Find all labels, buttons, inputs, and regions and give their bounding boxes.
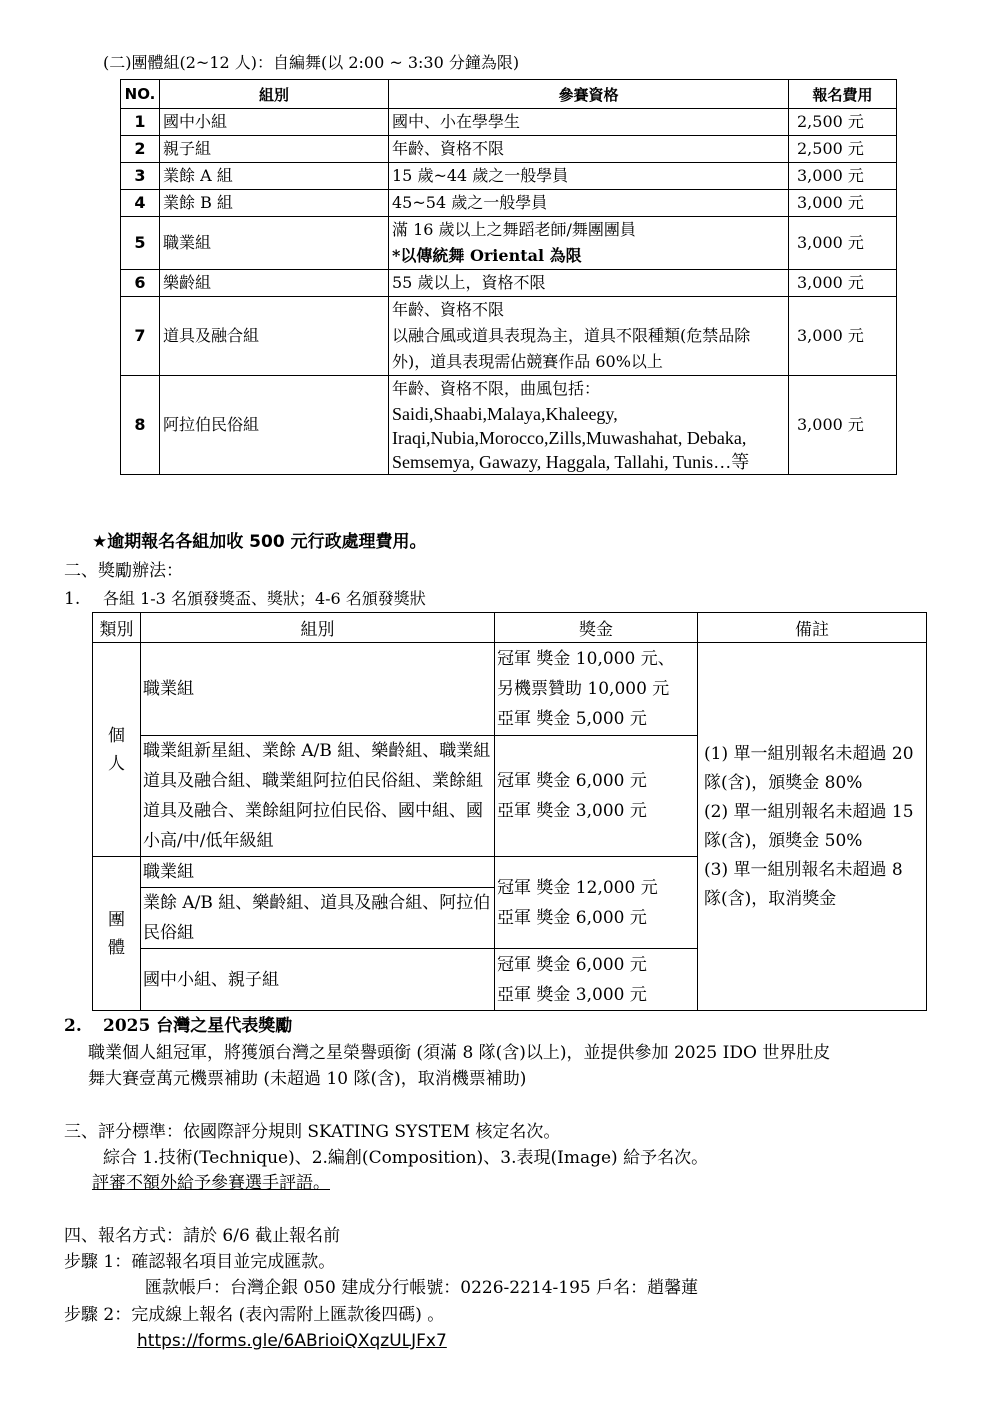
row-qualification (389, 217, 789, 270)
qualification-line: 以融合風或道具表現為主，道具不限種類(危禁品除外)，道具表現需佔競賽作品 60%以上 (392, 326, 751, 371)
row-fee: 3,000 元 (789, 376, 897, 475)
award-table (92, 612, 927, 1011)
row-fee: 3,000 元 (789, 297, 897, 376)
row-qualification: 45~54 歲之一般學員 (389, 190, 789, 217)
prize-line: 冠軍 獎金 6,000 元 (497, 771, 647, 791)
section-3-no-comments: 評審不額外給予參賽選手評語。 (92, 1173, 330, 1193)
row-group: 親子組 (160, 136, 389, 163)
award-note (698, 643, 927, 1011)
table-row (121, 217, 897, 270)
row-qualification (389, 376, 789, 475)
step-1: 步驟 1：確認報名項目並完成匯款。 (64, 1252, 336, 1272)
header-prize: 獎金 (495, 613, 698, 643)
note-line: (1) 單一組別報名未超過 20 隊(含)，頒獎金 80% (704, 743, 914, 793)
header-group: 組別 (160, 80, 389, 109)
qualification-note: *以傳統舞 Oriental 為限 (392, 246, 582, 265)
table-row (121, 136, 897, 163)
row-no: 5 (121, 217, 160, 270)
row-qualification: 15 歲~44 歲之一般學員 (389, 163, 789, 190)
note-line: (3) 單一組別報名未超過 8 隊(含)，取消獎金 (704, 859, 903, 909)
account-info: 匯款帳戶：台灣企銀 050 建成分行帳號：0226-2214-195 戶名：趙馨蓮 (145, 1278, 699, 1298)
header-no: NO. (121, 80, 160, 109)
row-qualification: 國中、小在學學生 (389, 109, 789, 136)
section-4-title: 四、報名方式：請於 6/6 截止報名前 (64, 1226, 341, 1246)
row-group: 阿拉伯民俗組 (160, 376, 389, 475)
prize-line: 另機票贊助 10,000 元 (497, 679, 670, 699)
header-note: 備註 (698, 613, 927, 643)
section-3-title: 三、評分標準：依國際評分規則 SKATING SYSTEM 核定名次。 (64, 1122, 561, 1142)
table-row (93, 643, 927, 736)
row-group: 業餘 B 組 (160, 190, 389, 217)
award-group: 業餘 A/B 組、樂齡組、道具及融合組、阿拉伯民俗組 (141, 888, 495, 949)
row-no: 1 (121, 109, 160, 136)
table-row (121, 163, 897, 190)
row-fee: 3,000 元 (789, 270, 897, 297)
header-fee: 報名費用 (789, 80, 897, 109)
row-no: 4 (121, 190, 160, 217)
row-no: 2 (121, 136, 160, 163)
table-row (121, 270, 897, 297)
award-prize (495, 857, 698, 949)
item-2-title: 2025 台灣之星代表獎勵 (103, 1016, 293, 1036)
row-no: 3 (121, 163, 160, 190)
row-fee: 3,000 元 (789, 190, 897, 217)
header-qualification: 參賽資格 (389, 80, 789, 109)
category-team-label: 團體 (108, 909, 125, 958)
table-row (121, 190, 897, 217)
prize-line: 冠軍 獎金 6,000 元 (497, 954, 647, 975)
step-2: 步驟 2：完成線上報名 (表內需附上匯款後四碼) 。 (64, 1305, 445, 1325)
registration-form-link[interactable]: https://forms.gle/6ABrioiQXqzULJFx7 (137, 1331, 447, 1351)
qualification-line: 滿 16 歲以上之舞蹈老師/舞團團員 (392, 220, 636, 239)
row-no: 8 (121, 376, 160, 475)
award-group: 國中小組、親子組 (141, 949, 495, 1011)
prize-line: 冠軍 獎金 10,000 元、 (497, 649, 675, 669)
award-group: 職業組 (141, 857, 495, 888)
qualification-line: 年齡、資格不限 (392, 300, 505, 319)
prize-line: 亞軍 獎金 3,000 元 (497, 984, 647, 1005)
row-group: 職業組 (160, 217, 389, 270)
music-style-list: Saidi,Shaabi,Malaya,Khaleegy, Iraqi,Nubia,Morocco,Zills,Muwashahat, Debaka, Semsemya, Gawazy, Haggala, Tallahi, Tunis…等 (392, 404, 750, 472)
award-table-header-row (93, 613, 927, 643)
note-line: (2) 單一組別報名未超過 15 隊(含)，頒獎金 50% (704, 801, 914, 851)
row-group: 樂齡組 (160, 270, 389, 297)
late-fee-note: ★逾期報名各組加收 500 元行政處理費用。 (92, 532, 427, 552)
team-table-header-row (121, 80, 897, 109)
award-prize (495, 949, 698, 1011)
item-1-text: 各組 1-3 名頒發獎盃、獎狀；4-6 名頒發獎狀 (103, 589, 426, 608)
item-2-body-line: 職業個人組冠軍，將獲頒台灣之星榮譽頭銜 (須滿 8 隊(含)以上)，並提供參加 2025 IDO 世界肚皮 (88, 1043, 831, 1063)
section-2-title: 二、獎勵辦法： (64, 561, 183, 581)
row-qualification: 55 歲以上，資格不限 (389, 270, 789, 297)
item-1-number: 1. (64, 589, 81, 609)
prize-line: 冠軍 獎金 12,000 元 (497, 877, 658, 898)
award-prize (495, 736, 698, 857)
item-2-number: 2. (64, 1016, 82, 1036)
section-3-criteria: 綜合 1.技術(Technique)、2.編創(Composition)、3.表現(Image) 給予名次。 (103, 1148, 709, 1168)
category-individual-label: 個人 (108, 725, 125, 774)
row-fee: 3,000 元 (789, 163, 897, 190)
row-group: 國中小組 (160, 109, 389, 136)
prize-line: 亞軍 獎金 6,000 元 (497, 907, 647, 928)
table-row (121, 297, 897, 376)
prize-line: 亞軍 獎金 3,000 元 (497, 801, 647, 821)
table-row (121, 376, 897, 475)
row-qualification: 年齡、資格不限 (389, 136, 789, 163)
header-group: 組別 (141, 613, 495, 643)
team-fee-table (120, 79, 897, 475)
award-group: 職業組新星組、業餘 A/B 組、樂齡組、職業組道具及融合組、職業組阿拉伯民俗組、業餘組道具及融合、業餘組阿拉伯民俗、國中組、國小高/中/低年級組 (141, 736, 495, 857)
award-prize (495, 643, 698, 736)
row-no: 6 (121, 270, 160, 297)
item-2-body-line: 舞大賽壹萬元機票補助 (未超過 10 隊(含)，取消機票補助) (88, 1069, 527, 1089)
row-group: 道具及融合組 (160, 297, 389, 376)
team-section-heading: (二)團體組(2~12 人)：自編舞(以 2:00 ~ 3:30 分鐘為限) (103, 53, 520, 72)
category-team (93, 857, 141, 1011)
row-no: 7 (121, 297, 160, 376)
row-fee: 2,500 元 (789, 136, 897, 163)
qualification-line: 年齡、資格不限，曲風包括： (392, 379, 601, 398)
row-fee: 2,500 元 (789, 109, 897, 136)
prize-line: 亞軍 獎金 5,000 元 (497, 709, 647, 729)
row-qualification (389, 297, 789, 376)
table-row (121, 109, 897, 136)
row-group: 業餘 A 組 (160, 163, 389, 190)
header-category: 類別 (93, 613, 141, 643)
award-group: 職業組 (141, 643, 495, 736)
category-individual (93, 643, 141, 857)
row-fee: 3,000 元 (789, 217, 897, 270)
